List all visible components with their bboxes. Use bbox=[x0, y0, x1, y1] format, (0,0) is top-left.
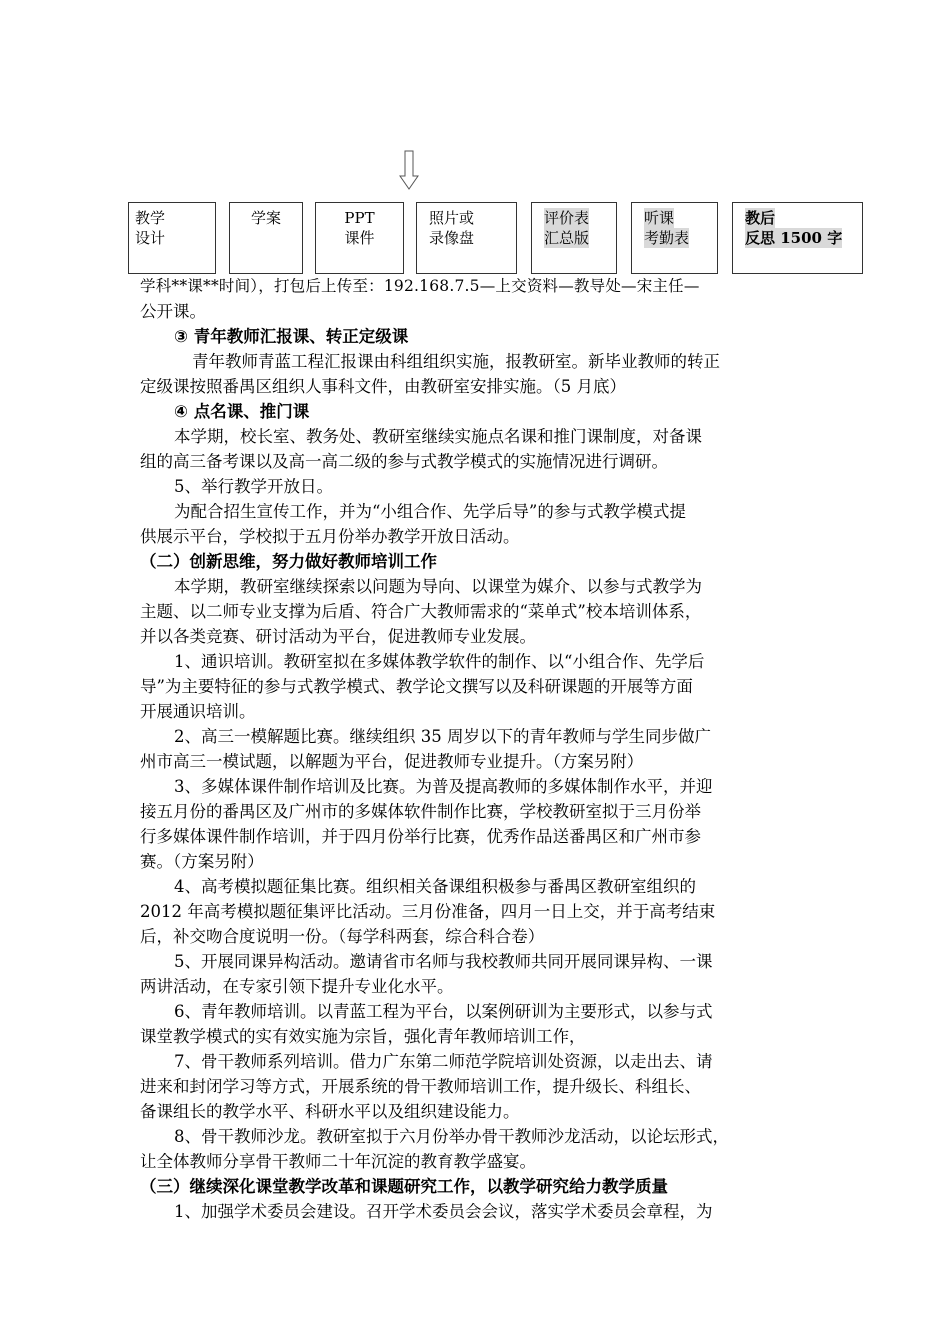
paragraph-line: 赛。（方案另附） bbox=[140, 852, 264, 871]
flow-box-evaluation-summary bbox=[531, 202, 617, 274]
paragraph-line: 1、加强学术委员会建设。召开学术委员会会议，落实学术委员会章程，为 bbox=[174, 1202, 713, 1221]
paragraph-line: 开展通识培训。 bbox=[140, 702, 256, 721]
paragraph-line: 本学期，校长室、教务处、教研室继续实施点名课和推门课制度，对备课 bbox=[174, 427, 702, 446]
paragraph-line: 行多媒体课件制作培训，并于四月份举行比赛，优秀作品送番禺区和广州市参 bbox=[140, 827, 701, 846]
paragraph-line: 让全体教师分享骨干教师二十年沉淀的教育教学盛宴。 bbox=[140, 1152, 536, 1171]
paragraph-line: 州市高三一模试题，以解题为平台，促进教师专业提升。（方案另附） bbox=[140, 752, 644, 771]
flow-box-attendance bbox=[631, 202, 718, 274]
paragraph-line: 后，补交吻合度说明一份。（每学科两套，综合科合卷） bbox=[140, 927, 545, 946]
paragraph-line: 备课组长的教学水平、科研水平以及组织建设能力。 bbox=[140, 1102, 520, 1121]
paragraph-line: 2012 年高考模拟题征集评比活动。三月份准备，四月一日上交，并于高考结束 bbox=[140, 902, 716, 921]
flow-box-label: 录像盘 bbox=[429, 229, 475, 247]
flow-box-label: 听课 bbox=[644, 209, 675, 227]
paragraph-line: 1、通识培训。教研室拟在多媒体教学软件的制作、以“小组合作、先学后 bbox=[174, 652, 705, 671]
flow-box-ppt bbox=[315, 202, 404, 274]
paragraph-line: 课堂教学模式的实有效实施为宗旨，强化青年教师培训工作， bbox=[140, 1027, 586, 1046]
flow-box-label: 评价表 bbox=[544, 209, 590, 227]
paragraph-line: 进来和封闭学习等方式，开展系统的骨干教师培训工作，提升级长、科组长、 bbox=[140, 1077, 701, 1096]
obscured-text-line: 建 bbox=[217, 251, 233, 269]
paragraph-line: 3、多媒体课件制作培训及比赛。为普及提高教师的多媒体制作水平，并迎 bbox=[174, 777, 713, 796]
flow-box-label: 学案 bbox=[250, 209, 281, 227]
flow-box-study-plan bbox=[229, 202, 303, 274]
flow-box-photo-video bbox=[416, 202, 517, 274]
paragraph-line: 两讲活动，在专家引领下提升专业化水平。 bbox=[140, 977, 454, 996]
paragraph-line: 接五月份的番禺区及广州市的多媒体软件制作比赛，学校教研室拟于三月份举 bbox=[140, 802, 701, 821]
flow-box-label: 照片或 bbox=[429, 209, 475, 227]
flow-box-label: 教学 bbox=[135, 209, 166, 227]
section-heading: （二）创新思维，努力做好教师培训工作 bbox=[140, 552, 437, 571]
flow-box-label: 考勤表 bbox=[644, 229, 690, 247]
paragraph-line: 为配合招生宣传工作，并为“小组合作、先学后导”的参与式教学模式提 bbox=[174, 502, 686, 521]
paragraph-line: 2、高三一模解题比赛。继续组织 35 周岁以下的青年教师与学生同步做广 bbox=[174, 727, 711, 746]
paragraph-line: 组的高三备考课以及高一高二级的参与式教学模式的实施情况进行调研。 bbox=[140, 452, 668, 471]
paragraph-line: 5、举行教学开放日。 bbox=[174, 477, 333, 496]
body-text bbox=[140, 274, 820, 1224]
flow-box-reflection bbox=[732, 202, 863, 274]
paragraph-line: 青年教师青蓝工程汇报课由科组组织实施，报教研室。新毕业教师的转正 bbox=[192, 352, 720, 371]
paragraph-line: 学科**课**时间），打包后上传至：192.168.7.5—上交资料—教导处—宋主任— bbox=[140, 277, 700, 295]
paragraph-line: 本学期，教研室继续探索以问题为导向、以课堂为媒介、以参与式教学为 bbox=[174, 577, 702, 596]
paragraph-line: 7、骨干教师系列培训。借力广东第二师范学院培训处资源，以走出去、请 bbox=[174, 1052, 713, 1071]
down-arrow-icon bbox=[399, 150, 419, 190]
paragraph-line: 主题、以二师专业支撑为后盾、符合广大教师需求的“菜单式”校本培训体系， bbox=[140, 602, 702, 621]
flow-box-label: 课件 bbox=[344, 229, 375, 247]
section-heading: ④ 点名课、推门课 bbox=[174, 402, 310, 421]
section-heading: （三）继续深化课堂教学改革和课题研究工作，以教学研究给力教学质量 bbox=[140, 1177, 668, 1196]
section-heading: ③ 青年教师汇报课、转正定级课 bbox=[174, 327, 409, 346]
flow-box-label: PPT bbox=[344, 209, 375, 227]
flow-box-label: 反思 1500 字 bbox=[745, 229, 843, 247]
paragraph-line: 导”为主要特征的参与式教学模式、教学论文撰写以及科研课题的开展等方面 bbox=[140, 677, 693, 696]
paragraph-line: 定级课按照番禺区组织人事科文件，由教研室安排实施。（5 月底） bbox=[140, 377, 626, 396]
paragraph-line: 6、青年教师培训。以青蓝工程为平台，以案例研训为主要形式，以参与式 bbox=[174, 1002, 713, 1021]
paragraph-line: 5、开展同课异构活动。邀请省市名师与我校教师共同开展同课异构、一课 bbox=[174, 952, 713, 971]
flow-box-teaching-design bbox=[128, 202, 216, 274]
flow-box-label: 教后 bbox=[745, 209, 776, 227]
paragraph-line: 并以各类竞赛、研讨活动为平台，促进教师专业发展。 bbox=[140, 627, 536, 646]
paragraph-line: 公开课。 bbox=[140, 302, 206, 321]
paragraph-line: 供展示平台，学校拟于五月份举办教学开放日活动。 bbox=[140, 527, 520, 546]
flow-box-label: 设计 bbox=[135, 229, 166, 247]
flow-box-label: 汇总版 bbox=[544, 229, 590, 247]
paragraph-line: 4、高考模拟题征集比赛。组织相关备课组积极参与番禺区教研室组织的 bbox=[174, 877, 696, 896]
paragraph-line: 8、骨干教师沙龙。教研室拟于六月份举办骨干教师沙龙活动，以论坛形式， bbox=[174, 1127, 729, 1146]
